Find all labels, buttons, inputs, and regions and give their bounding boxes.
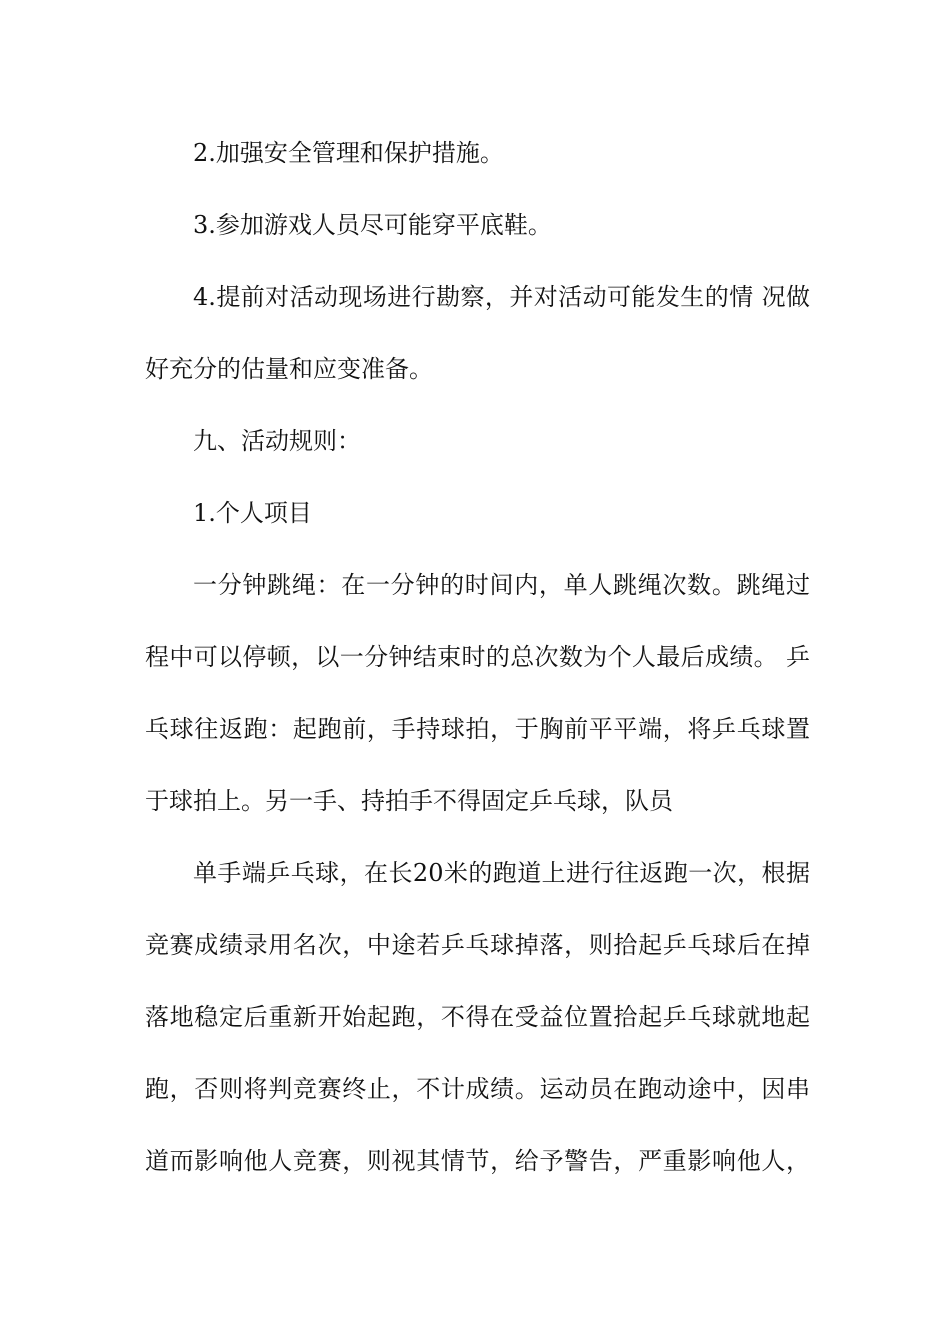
text-line: 2.加强安全管理和保护措施。	[193, 139, 504, 167]
section-heading-rules	[145, 422, 810, 460]
text-line: 3.参加游戏人员尽可能穿平底鞋。	[193, 211, 552, 239]
text-line: 4.提前对活动现场进行勘察，并对活动可能发生的情 况做	[193, 283, 810, 311]
text-line: 道而影响他人竞赛，则视其情节，给予警告，严重影响他人，	[145, 1147, 810, 1175]
text-line: 程中可以停顿，以一分钟结束时的总次数为个人最后成绩。 乒	[145, 643, 810, 671]
text-line: 九、活动规则：	[193, 427, 361, 455]
text-line: 落地稳定后重新开始起跑，不得在受益位置拾起乒乓球就地起	[145, 1003, 810, 1031]
paragraph-safety-4	[145, 278, 810, 388]
paragraph-safety-2	[145, 134, 810, 172]
text-line: 跑，否则将判竞赛终止，不计成绩。运动员在跑动途中，因串	[145, 1075, 810, 1103]
text-line: 于球拍上。另一手、持拍手不得固定乒乓球，队员	[145, 787, 673, 815]
subheading-individual-events	[145, 494, 810, 532]
paragraph-rope-skipping	[145, 566, 810, 820]
text-line: 好充分的估量和应变准备。	[145, 355, 433, 383]
document-body	[145, 134, 810, 1214]
text-line: 一分钟跳绳：在一分钟的时间内，单人跳绳次数。跳绳过	[193, 571, 810, 599]
text-line: 1.个人项目	[193, 499, 312, 527]
paragraph-pingpong-run	[145, 854, 810, 1180]
text-line: 乓球往返跑：起跑前，手持球拍，于胸前平平端，将乒乓球置	[145, 715, 810, 743]
text-line: 竞赛成绩录用名次，中途若乒乓球掉落，则拾起乒乓球后在掉	[145, 931, 810, 959]
paragraph-safety-3	[145, 206, 810, 244]
text-line: 单手端乒乓球，在长20米的跑道上进行往返跑一次，根据	[193, 859, 810, 887]
